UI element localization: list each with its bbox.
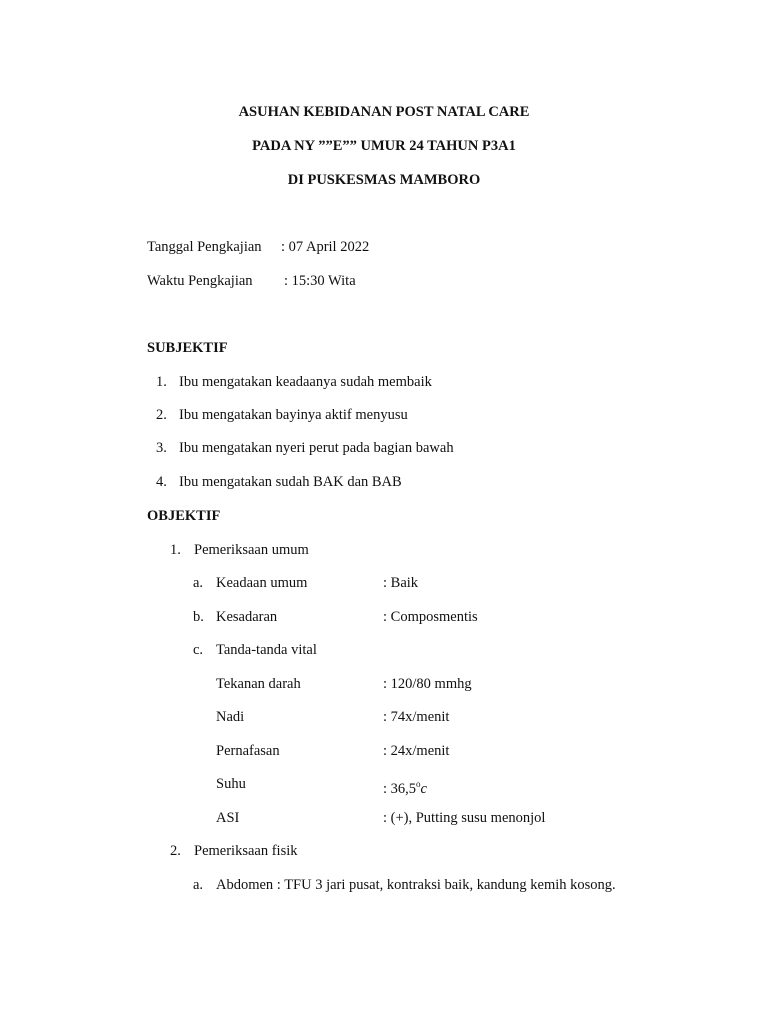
meta-date-value: : 07 April 2022 <box>281 239 370 255</box>
vital-label: ASI <box>216 810 240 826</box>
temperature-value: : 36,5 <box>383 781 417 797</box>
meta-time-value: : 15:30 Wita <box>284 273 356 289</box>
doc-title-line-3: DI PUSKESMAS MAMBORO <box>287 172 481 188</box>
vital-value-temperature <box>383 775 427 798</box>
vital-label: Tekanan darah <box>216 676 301 692</box>
vital-label: Suhu <box>216 776 246 792</box>
subjektif-item-text: Ibu mengatakan keadaanya sudah membaik <box>179 374 432 390</box>
exam-item-letter: a. <box>193 877 204 893</box>
objektif-section1-num: 1. <box>170 542 181 558</box>
vital-value: : 120/80 mmhg <box>383 676 472 692</box>
subjektif-item-text: Ibu mengatakan bayinya aktif menyusu <box>179 407 408 423</box>
exam-item-letter: a. <box>193 575 204 591</box>
exam-item-label: Keadaan umum <box>216 575 308 591</box>
subjektif-item-text: Ibu mengatakan nyeri perut pada bagian bawah <box>179 440 454 456</box>
exam-item-text: Abdomen : TFU 3 jari pusat, kontraksi baik, kandung kemih kosong. <box>216 877 616 893</box>
temperature-unit: c <box>420 781 427 797</box>
exam-item-letter: b. <box>193 609 204 625</box>
subjektif-item-num: 3. <box>156 440 167 456</box>
exam-item-value: : Composmentis <box>383 609 478 625</box>
objektif-section2-title: Pemeriksaan fisik <box>194 843 298 859</box>
degree-symbol: o <box>416 779 421 789</box>
exam-item-letter: c. <box>193 642 204 658</box>
vital-value: : 24x/menit <box>383 743 450 759</box>
section-objektif-title: OBJEKTIF <box>147 508 221 524</box>
exam-item-label: Kesadaran <box>216 609 278 625</box>
exam-item-label: Tanda-tanda vital <box>216 642 317 658</box>
vital-value: : 74x/menit <box>383 709 450 725</box>
exam-item-value: : Baik <box>383 575 419 591</box>
subjektif-item-num: 2. <box>156 407 167 423</box>
vital-value: : (+), Putting susu menonjol <box>383 810 546 826</box>
subjektif-item-num: 4. <box>156 474 167 490</box>
meta-date-label: Tanggal Pengkajian <box>147 239 262 255</box>
meta-time-label: Waktu Pengkajian <box>147 273 253 289</box>
doc-title-line-2: PADA NY ””E”” UMUR 24 TAHUN P3A1 <box>252 138 516 154</box>
doc-title-line-1: ASUHAN KEBIDANAN POST NATAL CARE <box>238 104 530 120</box>
vital-label: Pernafasan <box>216 743 280 759</box>
subjektif-item-num: 1. <box>156 374 167 390</box>
objektif-section1-title: Pemeriksaan umum <box>194 542 309 558</box>
objektif-section2-num: 2. <box>170 843 181 859</box>
section-subjektif-title: SUBJEKTIF <box>147 340 228 356</box>
subjektif-item-text: Ibu mengatakan sudah BAK dan BAB <box>179 474 402 490</box>
vital-label: Nadi <box>216 709 245 725</box>
